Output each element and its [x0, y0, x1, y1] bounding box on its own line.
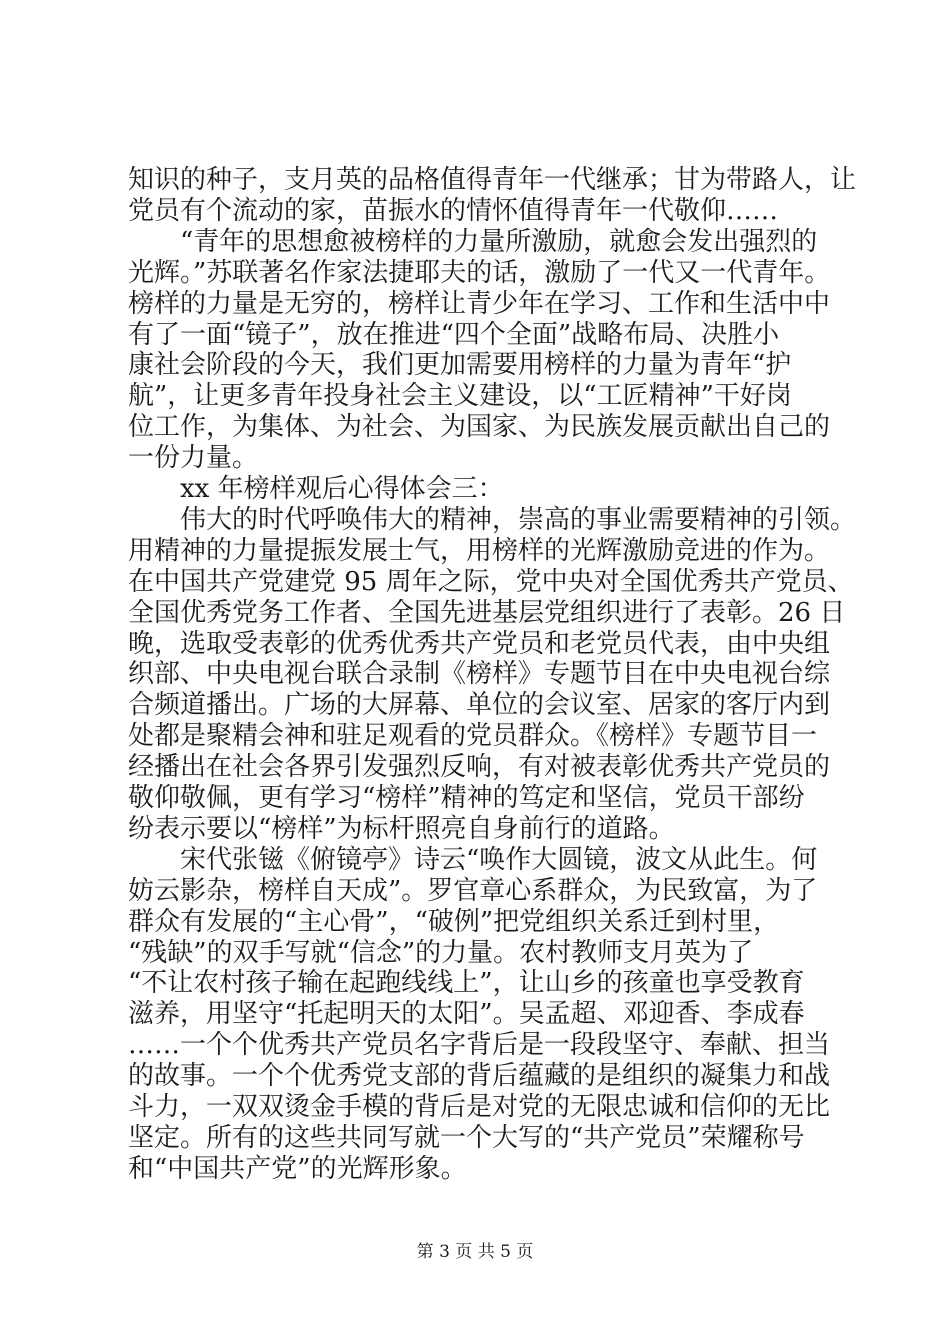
text-line: 光辉。”苏联著名作家法捷耶夫的话，激励了一代又一代青年。	[128, 257, 831, 288]
text-line: ……一个个优秀共产党员名字背后是一段段坚守、奉献、担当	[128, 1030, 831, 1061]
text-line: 航”，让更多青年投身社会主义建设，以“工匠精神”干好岗	[128, 381, 792, 412]
text-line: 的故事。一个个优秀党支部的背后蕴藏的是组织的凝集力和战	[128, 1061, 831, 1092]
text-line: “不让农村孩子输在起跑线线上”，让山乡的孩童也享受教育	[128, 968, 805, 999]
text-line: 康社会阶段的今天，我们更加需要用榜样的力量为青年“护	[128, 350, 792, 381]
text-line: 知识的种子，支月英的品格值得青年一代继承；甘为带路人，让	[128, 165, 857, 195]
text-line: 坚定。所有的这些共同写就一个大写的“共产党员”荣耀称号	[128, 1122, 805, 1153]
text-line: 晚，选取受表彰的优秀优秀共产党员和老党员代表，由中央组	[128, 628, 831, 659]
text-line: 位工作，为集体、为社会、为国家、为民族发展贡献出自己的	[128, 412, 831, 443]
text-line: 伟大的时代呼唤伟大的精神，崇高的事业需要精神的引领。	[128, 504, 857, 535]
text-line: 一份力量。	[128, 443, 259, 474]
text-line: 群众有发展的“主心骨”，“破例”把党组织关系迁到村里，	[128, 906, 780, 937]
text-line: 全国优秀党务工作者、全国先进基层党组织进行了表彰。26 日	[128, 597, 846, 628]
text-line: “青年的思想愈被榜样的力量所激励，就愈会发出强烈的	[128, 226, 818, 257]
text-line: 和“中国共产党”的光辉形象。	[128, 1153, 467, 1184]
text-line: 敬仰敬佩，更有学习“榜样”精神的笃定和坚信，党员干部纷	[128, 783, 805, 813]
text-line: 用精神的力量提振发展士气，用榜样的光辉激励竞进的作为。	[128, 535, 831, 566]
text-line: 织部、中央电视台联合录制《榜样》专题节目在中央电视台综	[128, 659, 831, 690]
page-number-footer: 第 3 页 共 5 页	[416, 1242, 534, 1262]
text-line: 滋养，用坚守“托起明天的太阳”。吴孟超、邓迎香、李成春	[128, 999, 805, 1030]
text-line: 斗力，一双双烫金手模的背后是对党的无限忠诚和信仰的无比	[128, 1092, 831, 1122]
text-line: 妨云影杂，榜样自天成”。罗官章心系群众，为民致富，为了	[128, 875, 818, 906]
section-heading: xx 年榜样观后心得体会三：	[128, 474, 504, 504]
text-line: 有了一面“镜子”，放在推进“四个全面”战略布局、决胜小	[128, 319, 780, 350]
text-line: “残缺”的双手写就“信念”的力量。农村教师支月英为了	[128, 937, 754, 968]
text-line: 纷表示要以“榜样”为标杆照亮自身前行的道路。	[128, 813, 675, 844]
text-line: 合频道播出。广场的大屏幕、单位的会议室、居家的客厅内到	[128, 690, 831, 721]
text-line: 经播出在社会各界引发强烈反响，有对被表彰优秀共产党员的	[128, 752, 831, 783]
text-line: 在中国共产党建党 95 周年之际，党中央对全国优秀共产党员、	[128, 566, 854, 597]
text-line: 榜样的力量是无穷的，榜样让青少年在学习、工作和生活中中	[128, 288, 831, 319]
text-line: 宋代张镃《俯镜亭》诗云“唤作大圆镜，波文从此生。何	[128, 844, 818, 875]
text-line: 党员有个流动的家，苗振水的情怀值得青年一代敬仰……	[128, 195, 779, 226]
text-line: 处都是聚精会神和驻足观看的党员群众。《榜样》专题节目一	[128, 721, 818, 752]
